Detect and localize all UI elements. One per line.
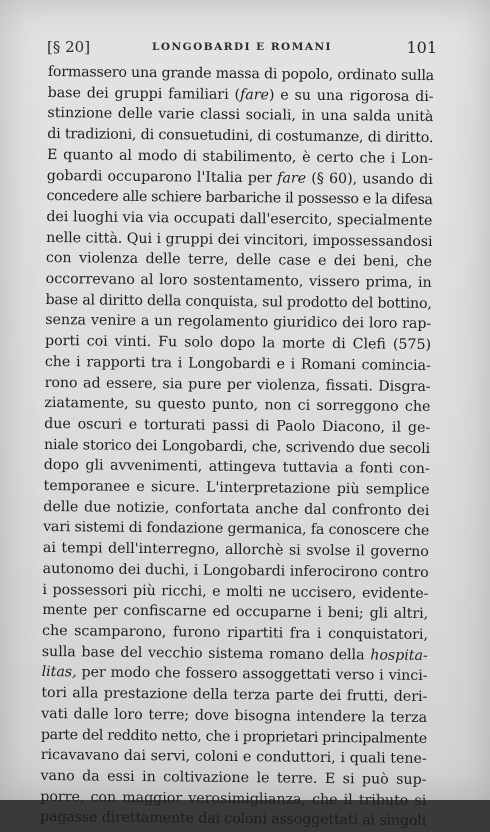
italic-word: fare <box>239 86 270 104</box>
text-line: ziatamente, su questo punto, non ci sorreggono che <box>44 395 431 416</box>
text-line: temporanee e sicure. L'interpretazione più semplice <box>43 478 430 499</box>
text-line: gobardi occuparono l'Italia per fare (§ 60), usando di <box>46 167 433 188</box>
text-line: porre, con maggior verosimiglianza, che il tributo si <box>40 788 427 809</box>
text-line: niale storico dei Longobardi, che, scrivendo due secoli <box>43 436 431 457</box>
text-line: vati dalle loro terre; dove bisogna intendere la terza <box>41 705 428 726</box>
italic-word: litas, <box>41 664 77 681</box>
text-line: che scamparono, furono ripartiti fra i conquistatori, <box>41 622 429 643</box>
text-line: autonomo dei duchi, i Longobardi inferocirono contro <box>42 560 429 581</box>
running-header <box>47 38 437 62</box>
italic-word: fare <box>277 169 307 187</box>
text-line: E quanto al modo di stabilimento, è certo che i Lon- <box>46 146 434 167</box>
text-line: occorrevano al loro sostentamento, vissero prima, in <box>45 271 432 292</box>
text-line: sulla base del vecchio sistema romano della hospita- <box>41 643 428 664</box>
italic-word: hospita- <box>370 647 428 664</box>
text-line: con violenza delle terre, delle case e dei beni, che <box>45 250 433 271</box>
text-line: stinzione delle varie classi sociali, in una salda unità <box>47 105 434 126</box>
section-reference: [§ 20] <box>47 38 91 56</box>
running-title: LONGOBARDI E ROMANI <box>152 41 332 53</box>
text-line: base dei gruppi familiari (fare) e su una rigorosa di- <box>47 84 434 105</box>
text-line: dei luoghi via via occupati dall'esercito, specialmente <box>46 208 433 229</box>
text-line: ricavavano dai servi, coloni e conduttori, i quali tene- <box>40 747 427 768</box>
text-line: senza venire a un regolamento giuridico dei loro rap- <box>45 312 432 333</box>
text-line: vari sistemi di fondazione germanica, fa conoscere che <box>43 519 430 540</box>
text-line: dopo gli avvenimenti, attingeva tuttavia a fonti con- <box>43 457 430 478</box>
text-line: tori alla prestazione della terza parte dei frutti, deri- <box>41 685 428 706</box>
text-line: nelle città. Qui i gruppi dei vincitori, impossessandosi <box>46 229 433 250</box>
text-line: i possessori più ricchi, e molti ne uccisero, evidente- <box>42 581 429 602</box>
text-line: pagasse direttamente dai coloni assoggettati ai singoli <box>40 809 427 830</box>
text-line: base al diritto della conquista, sul prodotto del bottino, <box>45 291 432 312</box>
text-line: delle due notizie, confortata anche dal confronto dei <box>43 498 430 519</box>
text-line: di tradizioni, di consuetudini, di costumanze, di diritto. <box>47 126 434 147</box>
text-line: concedere alle schiere barbariche il possesso e la difesa <box>46 188 433 209</box>
text-line: che i rapporti tra i Longobardi e i Romani comincia- <box>44 353 431 374</box>
text-line: parte del reddito netto, che i proprietari principalmente <box>40 726 428 747</box>
text-line: due oscuri e torturati passi di Paolo Diacono, il ge- <box>44 415 431 436</box>
page-number: 101 <box>406 38 437 57</box>
page-body-text <box>40 62 434 832</box>
text-line: ai tempi dell'interregno, allorchè si svolse il governo <box>42 540 429 561</box>
text-line: mente per confiscarne ed occuparne i beni; gli altri, <box>42 602 429 623</box>
text-line: rono ad essere, sia pure per violenza, fissati. Disgra- <box>44 374 431 395</box>
text-line: litas, per modo che fossero assoggettati verso i vinci- <box>41 664 428 685</box>
text-line: porti coi vinti. Fu solo dopo la morte di Clefi (575) <box>44 333 432 354</box>
text-line: vano da essi in coltivazione le terre. E si può sup- <box>40 767 427 788</box>
text-line: formassero una grande massa di popolo, ordinato sulla <box>47 63 435 85</box>
